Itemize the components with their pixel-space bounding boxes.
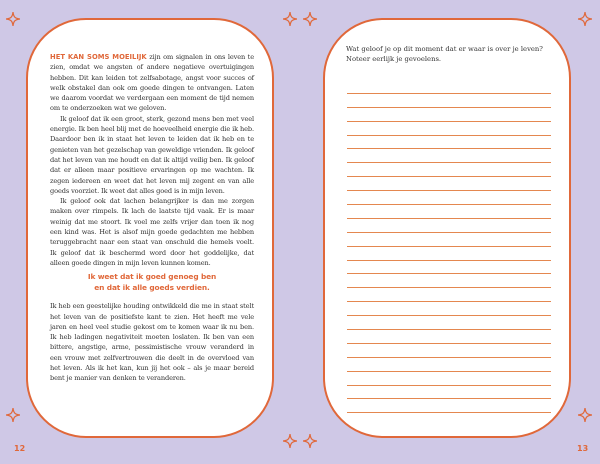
writing-line[interactable] xyxy=(347,344,551,358)
sparkle-icon xyxy=(303,434,317,448)
sparkle-icon xyxy=(6,408,20,422)
writing-line[interactable] xyxy=(347,358,551,372)
writing-line[interactable] xyxy=(347,136,551,150)
writing-line[interactable] xyxy=(347,191,551,205)
writing-line[interactable] xyxy=(347,274,551,288)
writing-line[interactable] xyxy=(347,302,551,316)
paragraph-2: Ik geloof dat ik een groot, sterk, gezond mens ben met veel energie. Ik ben heel blij met de hoeveelheid energie die ik heb. Daardoor ben ik in staat het leven te leiden dat ik heb en te genieten van het gezelschap van geweldige vrienden. Ik geloof dat het leven van me houdt en dat ik altijd veilig ben. Ik geloof dat er alleen maar positieve ervaringen op me wachten. Ik zegen iedereen en weet dat het leven mij zegent en van alle goeds voorziet. Ik weet dat alles goed is in mijn leven. xyxy=(50,114,254,195)
quote-line-1: Ik weet dat ik goed genoeg ben xyxy=(87,272,217,282)
paragraph-1 xyxy=(50,52,254,114)
lead-in: HET KAN SOMS MOEILIJK xyxy=(50,53,147,61)
left-page-body xyxy=(50,52,254,384)
sparkle-icon xyxy=(578,408,592,422)
sparkle-icon xyxy=(578,12,592,26)
sparkle-icon xyxy=(303,12,317,26)
writing-line[interactable] xyxy=(347,205,551,219)
quote-line-2: en dat ik alle goeds verdien. xyxy=(94,283,210,293)
page-number-left: 12 xyxy=(14,444,26,453)
writing-line[interactable] xyxy=(347,80,551,94)
journal-prompt: Wat geloof je op dit moment dat er waar is over je leven? Noteer eerlijk je gevoelens. xyxy=(346,45,543,63)
writing-line[interactable] xyxy=(347,288,551,302)
writing-line[interactable] xyxy=(347,247,551,261)
writing-line[interactable] xyxy=(347,177,551,191)
writing-line[interactable] xyxy=(347,122,551,136)
page-number-right: 13 xyxy=(577,444,589,453)
writing-line[interactable] xyxy=(347,219,551,233)
writing-line[interactable] xyxy=(347,399,551,413)
writing-lines[interactable] xyxy=(347,80,551,413)
writing-line[interactable] xyxy=(347,261,551,275)
paragraph-3: Ik geloof ook dat lachen belangrijker is dan me zorgen maken over rimpels. Ik lach de laatste tijd vaak. Er is maar weinig dat me stoort. Ik voel me zelfs vrijer dan toen ik nog een kind was. Het is alsof mijn goede gedachten me hebben teruggebracht naar een staat van onschuld die hemels voelt. Ik geloof dat ik beschermd word door het goddelijke, dat alleen goede dingen in mijn leven kunnen komen. xyxy=(50,197,254,267)
writing-line[interactable] xyxy=(347,149,551,163)
writing-line[interactable] xyxy=(347,163,551,177)
writing-line[interactable] xyxy=(347,316,551,330)
sparkle-icon xyxy=(283,434,297,448)
paragraph-4: Ik heb een geestelijke houding ontwikkeld die me in staat stelt het leven van de positiefste kant te zien. Het heeft me vele jaren en heel veel studie gekost om te komen waar ik nu ben. Ik heb ladingen negativiteit moeten loslaten. Ik ben van een bittere, angstige, arme, pessimistische vrouw veranderd in een vrouw met zelfvertrouwen die deelt in de overvloed van het leven. Als ik het kan, kun jij het ook – als je maar bereid bent je manier van denken te veranderen. xyxy=(50,302,254,383)
writing-line[interactable] xyxy=(347,386,551,400)
writing-line[interactable] xyxy=(347,372,551,386)
sparkle-icon xyxy=(283,12,297,26)
writing-line[interactable] xyxy=(347,94,551,108)
pull-quote xyxy=(50,271,254,293)
paragraph-1-text: zijn om signalen in ons leven te zien, omdat we angsten of andere negatieve overtuigingen hebben. Dit kan leiden tot zelfsabotage, angst voor succes of welk obstakel dan ook om goede dingen te ontvangen. Laten we daarom voordat we verdergaan een moment de tijd nemen om te onderzoeken wat we geloven. xyxy=(50,53,254,113)
writing-line[interactable] xyxy=(347,330,551,344)
writing-line[interactable] xyxy=(347,108,551,122)
writing-line[interactable] xyxy=(347,233,551,247)
sparkle-icon xyxy=(6,12,20,26)
